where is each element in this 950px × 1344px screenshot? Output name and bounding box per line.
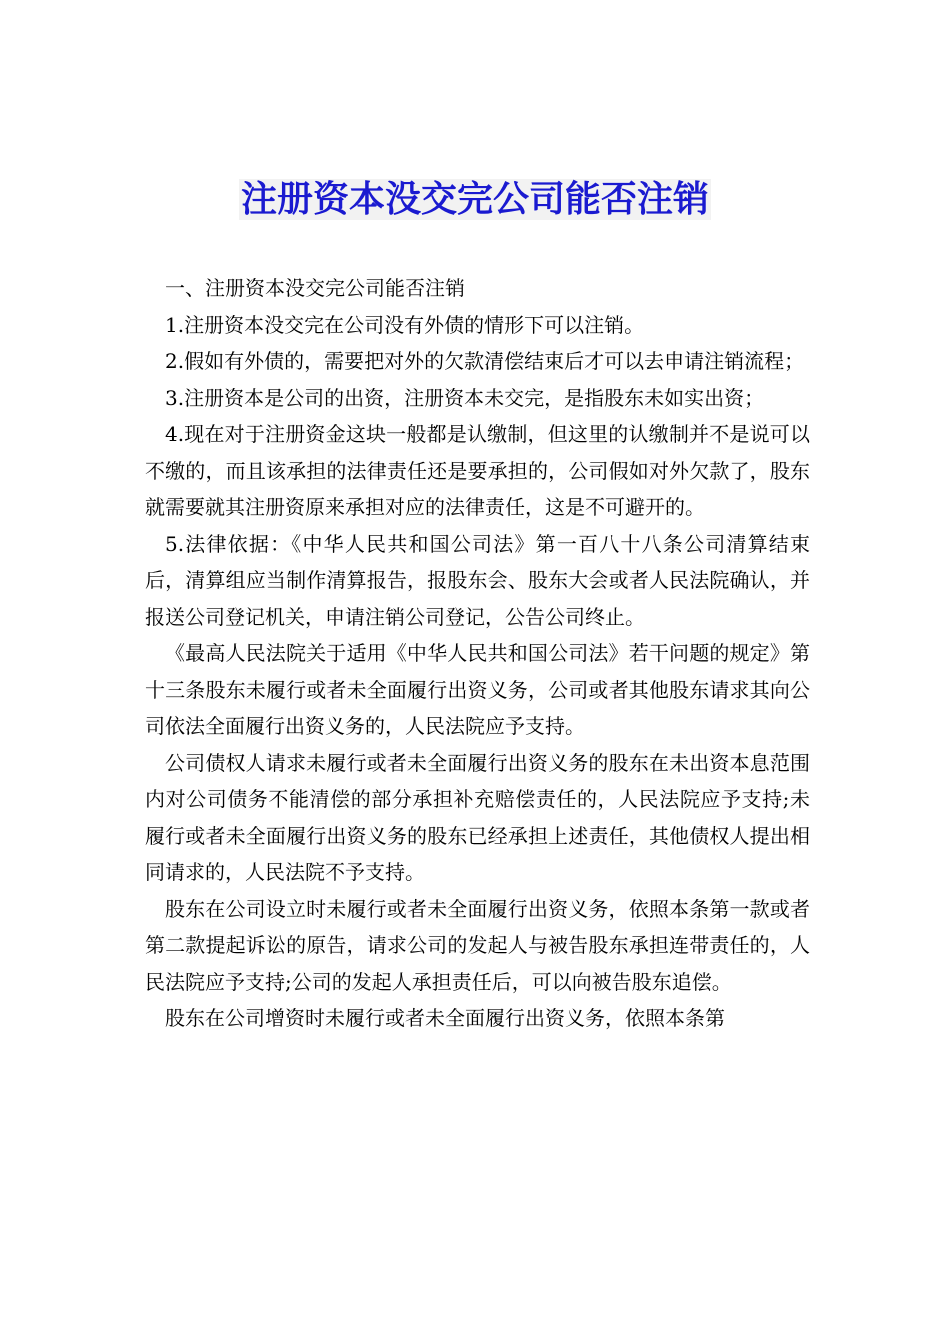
document-title-text: 注册资本没交完公司能否注销	[240, 179, 709, 220]
paragraph-heading: 一、注册资本没交完公司能否注销	[165, 276, 465, 300]
paragraph-creditor-claim: 公司债权人请求未履行或者未全面履行出资义务的股东在未出资本息范围内对公司债务不能清偿的部分承担补充赔偿责任的，人民法院应予支持;未履行或者未全面履行出资义务的股东已经承担上述责任，其他债权人提出相同请求的，人民法院不予支持。	[145, 750, 810, 884]
paragraph-judicial-interpretation: 《最高人民法院关于适用《中华人民共和国公司法》若干问题的规定》第十三条股东未履行或者未全面履行出资义务，公司或者其他股东请求其向公司依法全面履行出资义务的，人民法院应予支持。	[145, 641, 810, 738]
paragraph-capital-increase: 股东在公司增资时未履行或者未全面履行出资义务，依照本条第	[165, 1006, 725, 1030]
paragraph-founder-liability: 股东在公司设立时未履行或者未全面履行出资义务，依照本条第一款或者第二款提起诉讼的原告，请求公司的发起人与被告股东承担连带责任的，人民法院应予支持;公司的发起人承担责任后，可以向被告股东追偿。	[145, 896, 810, 994]
document-body	[145, 270, 810, 1037]
paragraph-item-4: 4.现在对于注册资金这块一般都是认缴制，但这里的认缴制并不是说可以不缴的，而且该承担的法律责任还是要承担的，公司假如对外欠款了，股东就需要就其注册资原来承担对应的法律责任，这是不可避开的。	[145, 422, 810, 519]
document-title	[0, 176, 950, 224]
paragraph-item-5: 5.法律依据：《中华人民共和国公司法》第一百八十八条公司清算结束后，清算组应当制作清算报告，报股东会、股东大会或者人民法院确认，并报送公司登记机关，申请注销公司登记，公告公司终止。	[145, 531, 810, 629]
paragraph-item-1: 1.注册资本没交完在公司没有外债的情形下可以注销。	[165, 312, 645, 337]
paragraph-item-3: 3.注册资本是公司的出资，注册资本未交完，是指股东未如实出资；	[165, 385, 765, 410]
paragraph-item-2: 2.假如有外债的，需要把对外的欠款清偿结束后才可以去申请注销流程；	[165, 349, 805, 373]
